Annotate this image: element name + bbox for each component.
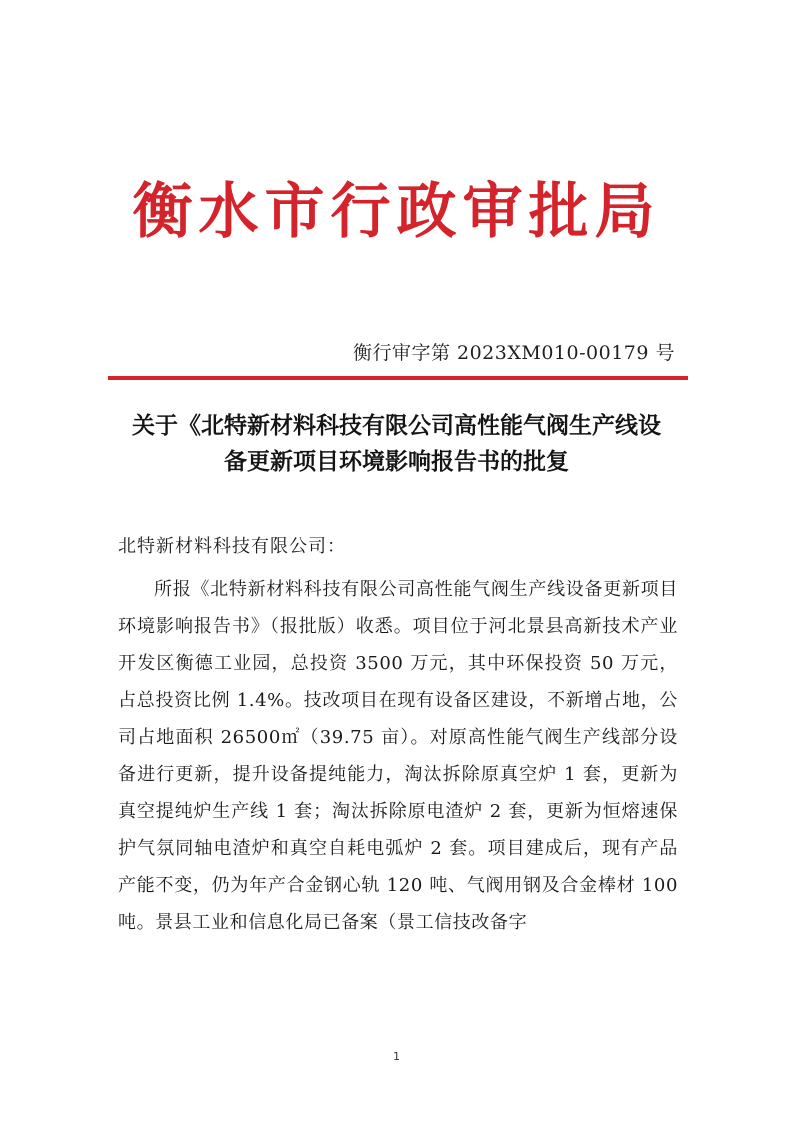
body-paragraph: 所报《北特新材料科技有限公司高性能气阀生产线设备更新项目环境影响报告书》（报批版）收悉。项目位于河北景县高新技术产业开发区衡德工业园，总投资 3500 万元，其中环保投资 50 万元，占总投资比例 1.4%。技改项目在现有设备区建设，不新增占地，公司占地面积 26500㎡（39.75 亩）。对原高性能气阀生产线部分设备进行更新，提升设备提纯能力，淘汰拆除原真空炉 1 套，更新为真空提纯炉生产线 1 套；淘汰拆除原电渣炉 2 套，更新为恒熔速保护气氛同轴电渣炉和真空自耗电弧炉 2 套。项目建成后，现有产品产能不变，仍为年产合金钢心轨 120 吨、气阀用钢及合金棒材 100 吨。景县工业和信息化局已备案（景工信技改备字	[118, 579, 678, 933]
title-line-1: 关于《北特新材料科技有限公司高性能气阀生产线设	[132, 413, 661, 439]
agency-header: 衡水市行政审批局	[132, 177, 661, 247]
red-divider-line	[108, 376, 688, 380]
title-line-2: 备更新项目环境影响报告书的批复	[224, 449, 569, 475]
document-number: 衡行审字第 2023XM010-00179 号	[352, 342, 675, 364]
document-title	[100, 408, 693, 480]
addressee: 北特新材料科技有限公司：	[118, 536, 346, 557]
page-number: 1	[393, 1050, 400, 1063]
